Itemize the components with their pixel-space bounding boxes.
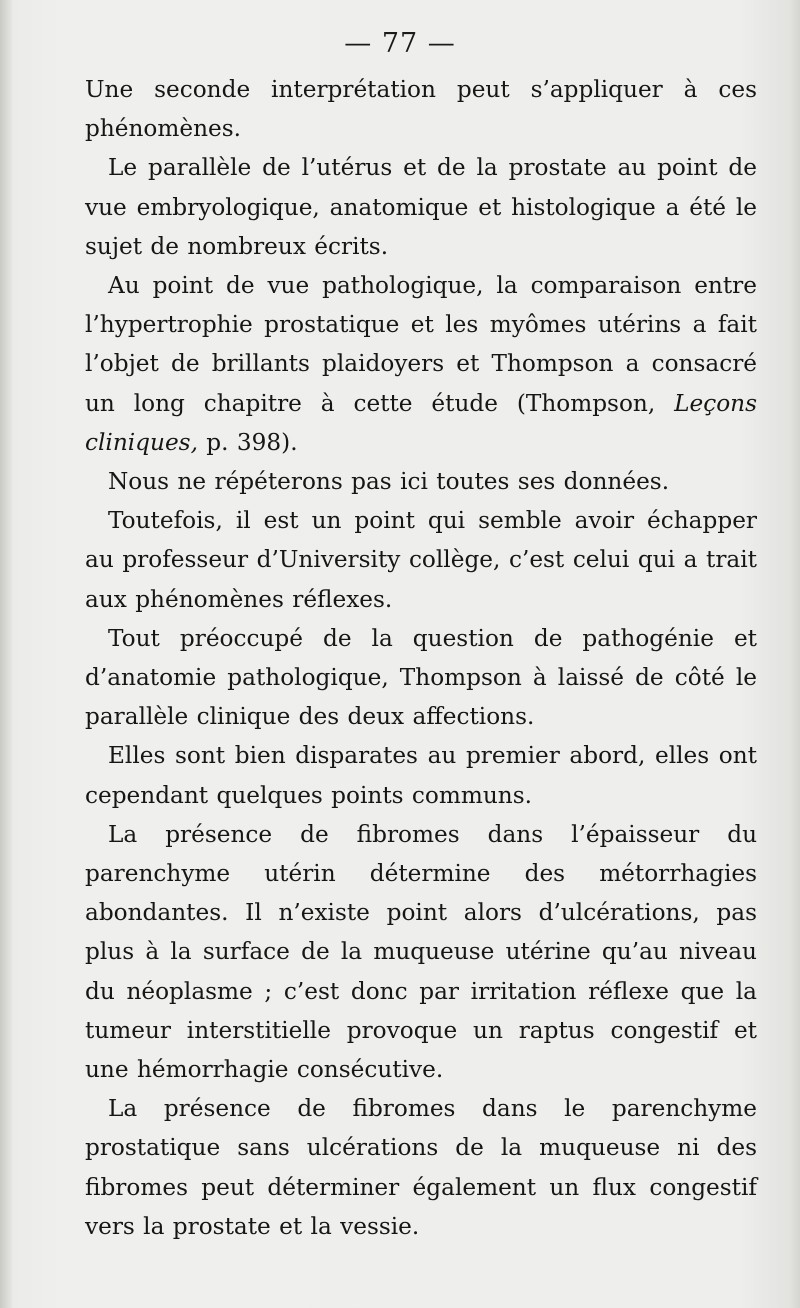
paragraph: Elles sont bien disparates au premier abord, elles ont cependant quelques points communs.: [85, 742, 757, 809]
page-left-edge: [0, 0, 12, 1308]
paragraph: Une seconde interprétation peut s’appliquer à ces phénomènes.: [85, 76, 757, 143]
paragraph: La présence de fibromes dans l’épaisseur du parenchyme utérin détermine des métorrhagies abondantes. Il n’existe point alors d’ulcérations, pas plus à la surface de la muqueuse utérine qu’au niveau du néoplasme ; c’est donc par irritation réflexe que la tumeur interstitielle provoque un raptus congestif et une hémorrhagie consécutive.: [85, 820, 757, 1084]
paragraph: Au point de vue pathologique, la comparaison entre l’hypertrophie prostatique et les myômes utérins a fait l’objet de brillants plaidoyers et Thompson a consacré un long chapitre à cette étude (Thompson, Leçons cliniques, p. 398).: [85, 272, 757, 456]
body-text: [85, 70, 757, 1246]
paragraph: Le parallèle de l’utérus et de la prostate au point de vue embryologique, anatomique et histologique a été le sujet de nombreux écrits.: [85, 154, 757, 260]
page-number: — 77 —: [344, 28, 456, 59]
italic-citation: Leçons cliniques,: [85, 389, 757, 456]
paragraph: Nous ne répéterons pas ici toutes ses données.: [108, 468, 670, 496]
paragraph: La présence de fibromes dans le parenchyme prostatique sans ulcérations de la muqueuse ni des fibromes peut déterminer également un flux congestif vers la prostate et la vessie.: [85, 1095, 757, 1240]
paragraph: Tout préoccupé de la question de pathogénie et d’anatomie pathologique, Thompson à laissé de côté le parallèle clinique des deux affections.: [85, 624, 757, 731]
paragraph: Toutefois, il est un point qui semble avoir échapper au professeur d’University collège, c’est celui qui a trait aux phénomènes réflexes.: [85, 507, 757, 613]
